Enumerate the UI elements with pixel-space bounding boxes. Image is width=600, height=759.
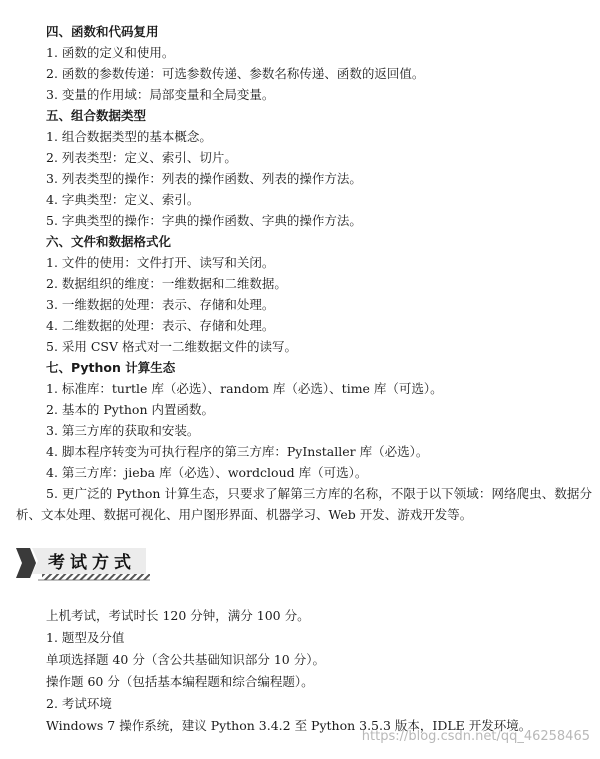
list-item: 1. 函数的定义和使用。 [46,45,175,60]
source-watermark: https://blog.csdn.net/qq_46258465 [361,729,590,744]
banner-title: 考试方式 [48,553,136,573]
exam-section-banner [16,544,156,584]
list-item: 3. 第三方库的获取和安装。 [46,423,200,438]
exam-line: 单项选择题 40 分（含公共基础知识部分 10 分）。 [46,652,325,667]
ecosystem-paragraph: 5. 更广泛的 Python 计算生态，只要求了解第三方库的名称，不限于以下领域：网络爬虫、数据分析、文本处理、数据可视化、用户图形界面、机器学习、Web 开发、游戏开发等。 [16,486,592,522]
list-item: 4. 脚本程序转变为可执行程序的第三方库：PyInstaller 库（必选）。 [46,444,429,459]
list-item: 2. 数据组织的维度：一维数据和二维数据。 [46,276,287,291]
exam-line: 1. 题型及分值 [46,630,125,645]
exam-line: Windows 7 操作系统，建议 Python 3.4.2 至 Python 3.5.3 版本，IDLE 开发环境。 [46,718,532,733]
list-item: 3. 变量的作用域：局部变量和全局变量。 [46,87,275,102]
list-item: 2. 列表类型：定义、索引、切片。 [46,150,237,165]
list-item: 4. 二维数据的处理：表示、存储和处理。 [46,318,275,333]
exam-line: 上机考试，考试时长 120 分钟，满分 100 分。 [46,608,310,623]
list-item: 1. 文件的使用：文件打开、读写和关闭。 [46,255,275,270]
section-heading-python-ecosystem: 七、Python 计算生态 [46,360,176,375]
list-item: 5. 采用 CSV 格式对一二维数据文件的读写。 [46,339,298,354]
list-item: 2. 函数的参数传递：可选参数传递、参数名称传递、函数的返回值。 [46,66,425,81]
exam-line: 2. 考试环境 [46,696,112,711]
list-item: 3. 一维数据的处理：表示、存储和处理。 [46,297,275,312]
list-item: 4. 字典类型：定义、索引。 [46,192,200,207]
list-item: 5. 字典类型的操作：字典的操作函数、字典的操作方法。 [46,213,362,228]
list-item: 3. 列表类型的操作：列表的操作函数、列表的操作方法。 [46,171,362,186]
section-heading-composite-types: 五、组合数据类型 [46,108,147,123]
list-item: 1. 组合数据类型的基本概念。 [46,129,212,144]
list-item: 2. 基本的 Python 内置函数。 [46,402,214,417]
section-heading-files: 六、文件和数据格式化 [46,234,172,249]
list-item: 4. 第三方库：jieba 库（必选）、wordcloud 库（可选）。 [46,465,368,480]
exam-line: 操作题 60 分（包括基本编程题和综合编程题）。 [46,674,314,689]
section-heading-functions: 四、函数和代码复用 [46,24,159,39]
list-item: 1. 标准库：turtle 库（必选）、random 库（必选）、time 库（可选）。 [46,381,443,396]
